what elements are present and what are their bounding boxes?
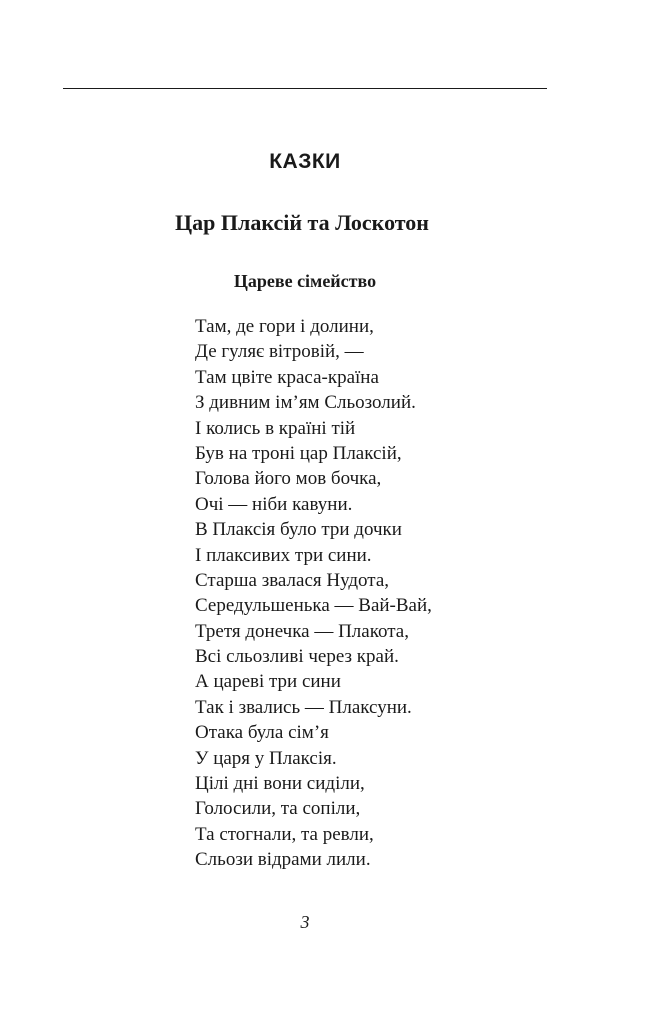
poem bbox=[195, 314, 432, 873]
page-number: 3 bbox=[300, 912, 310, 932]
poem-line: Очі — ніби кавуни. bbox=[195, 493, 353, 515]
poem-line: Голосили, та сопіли, bbox=[195, 798, 361, 820]
header-rule bbox=[63, 88, 547, 89]
poem-line: Там, де гори і долини, bbox=[195, 316, 374, 337]
poem-line: З дивним ім’ям Сльозолий. bbox=[195, 392, 416, 414]
poem-line: Отака була сім’я bbox=[195, 722, 329, 744]
poem-line: Всі сльозливі через край. bbox=[195, 646, 399, 668]
poem-line: У царя у Плаксія. bbox=[195, 747, 337, 769]
poem-line: Так і звались — Плаксуни. bbox=[195, 696, 412, 718]
poem-line: Голова його мов бочка, bbox=[195, 468, 382, 490]
poem-line: І плаксивих три сини. bbox=[195, 544, 372, 566]
poem-line: Сльози відрами лили. bbox=[195, 849, 371, 871]
poem-line: Там цвіте краса-країна bbox=[195, 366, 379, 388]
poem-line: Цілі дні вони сиділи, bbox=[195, 773, 365, 795]
section-title: КАЗКИ bbox=[269, 150, 341, 173]
poem-line: Був на троні цар Плаксій, bbox=[195, 442, 402, 464]
work-title: Цар Плаксій та Лоскотон bbox=[175, 210, 429, 235]
poem-line: А цареві три сини bbox=[195, 671, 341, 693]
poem-line: Де гуляє вітровій, — bbox=[195, 341, 364, 363]
poem-line: В Плаксія було три дочки bbox=[195, 519, 402, 541]
chapter-title: Цареве сімейство bbox=[233, 271, 377, 291]
poem-line: Третя донечка — Плакота, bbox=[195, 620, 409, 642]
poem-line: Середульшенька — Вай-Вай, bbox=[195, 595, 432, 617]
poem-line: Та стогнали, та ревли, bbox=[195, 823, 374, 845]
poem-line: Старша звалася Нудота, bbox=[195, 569, 390, 591]
poem-line: І колись в країні тій bbox=[195, 417, 356, 439]
